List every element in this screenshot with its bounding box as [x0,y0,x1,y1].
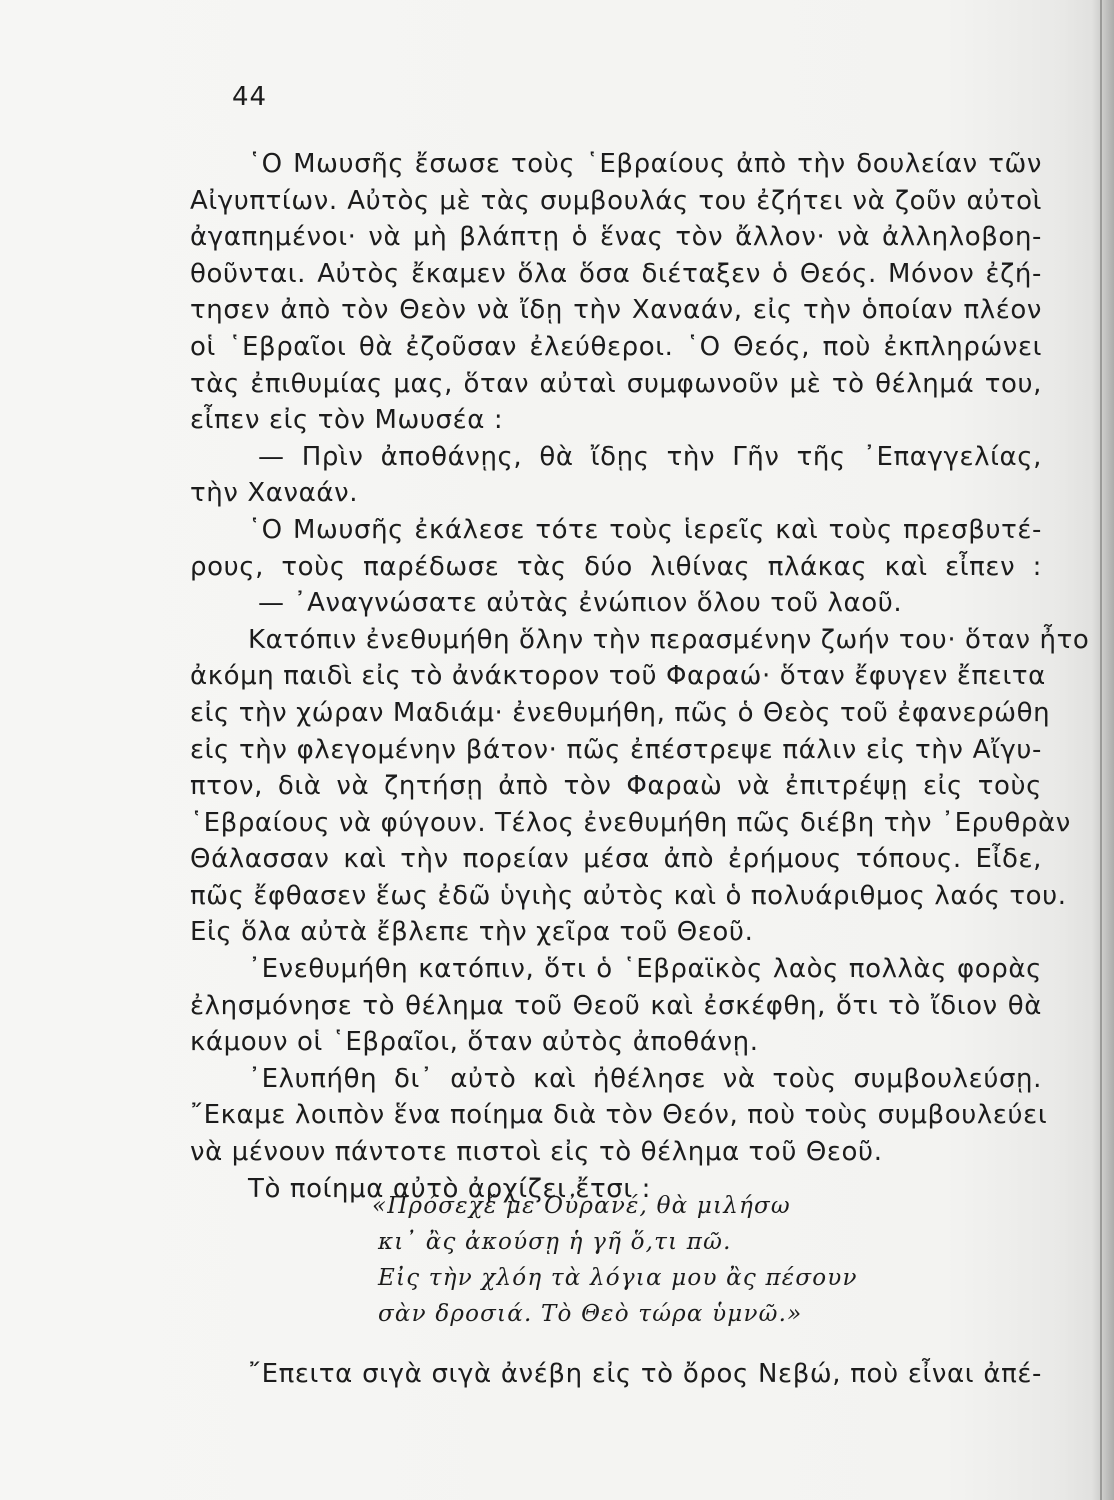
text-line: ἀκόμη παιδὶ εἰς τὸ ἀνάκτορον τοῦ Φαραώ· ὅταν ἔφυγεν ἔπειτα [190,661,1046,692]
poem-block [372,1188,892,1332]
text-line: νὰ μένουν πάντοτε πιστοὶ εἰς τὸ θέλημα τοῦ Θεοῦ. [190,1137,883,1168]
poem-line: «Πρόσεχέ με Οὐρανέ, θὰ μιλήσω [372,1193,791,1219]
text-line: τὴν Χαναάν. [190,478,359,509]
text-line: Εἰς ὅλα αὐτὰ ἔβλεπε τὴν χεῖρα τοῦ Θεοῦ. [190,917,754,948]
text-line: κάμουν οἱ ῾Εβραῖοι, ὅταν αὐτὸς ἀποθάνῃ. [190,1027,759,1058]
text-line: Τὸ ποίημα αὐτὸ ἀρχίζει ἔτσι : [248,1173,651,1204]
text-line: τησεν ἀπὸ τὸν Θεὸν νὰ ἴδῃ τὴν Χαναάν, εἰς τὴν ὁποίαν πλέον [190,295,1042,326]
text-line: πῶς ἔφθασεν ἕως ἐδῶ ὑγιὴς αὐτὸς καὶ ὁ πολυάριθμος λαός του. [190,880,1067,911]
text-line: εἶπεν εἰς τὸν Μωυσέα : [190,405,504,436]
text-line: ῎Επειτα σιγὰ σιγὰ ἀνέβη εἰς τὸ ὄρος Νεβώ, ποὺ εἶναι ἀπέ- [248,1359,1042,1389]
text-line: ἀγαπημένοι· νὰ μὴ βλάπτῃ ὁ ἕνας τὸν ἄλλον· νὰ ἀλληλοβοη- [190,222,1042,253]
text-line: ῾Εβραίους νὰ φύγουν. Τέλος ἐνεθυμήθη πῶς διέβη τὴν ᾽Ερυθρὰν [190,807,1071,838]
text-line: — Πρὶν ἀποθάνῃς, θὰ ἴδῃς τὴν Γῆν τῆς ᾽Επαγγελίας, [258,441,1042,472]
page-edge-line [1100,0,1102,1500]
page-edge-shadow [1092,0,1114,1500]
text-line: ᾽Ενεθυμήθη κατόπιν, ὅτι ὁ ῾Εβραϊκὸς λαὸς πολλὰς φορὰς [248,954,1042,985]
text-line: Κατόπιν ἐνεθυμήθη ὅλην τὴν περασμένην ζωήν του· ὅταν ἦτο [248,624,1090,655]
text-line: ῾Ο Μωυσῆς ἔσωσε τοὺς ῾Εβραίους ἀπὸ τὴν δουλείαν τῶν [248,149,1042,179]
body-text [190,146,1090,1207]
text-line: — ᾽Αναγνώσατε αὐτὰς ἐνώπιον ὅλου τοῦ λαοῦ. [258,588,903,619]
poem-line: Εἰς τὴν χλόη τὰ λόγια μου ἂς πέσουν [378,1265,858,1291]
text-line: ρους, τοὺς παρέδωσε τὰς δύο λιθίνας πλάκας καὶ εἶπεν : [190,551,1042,582]
poem-line: σὰν δροσιά. Τὸ Θεὸ τώρα ὑμνῶ.» [378,1301,803,1327]
text-line: εἰς τὴν χώραν Μαδιάμ· ἐνεθυμήθη, πῶς ὁ Θεὸς τοῦ ἐφανερώθη [190,697,1051,728]
final-text [190,1356,1042,1393]
text-line: ἐλησμόνησε τὸ θέλημα τοῦ Θεοῦ καὶ ἐσκέφθη, ὅτι τὸ ἴδιον θὰ [190,990,1042,1021]
page-number: 44 [232,82,268,112]
text-line: πτον, διὰ νὰ ζητήσῃ ἀπὸ τὸν Φαραὼ νὰ ἐπιτρέψῃ εἰς τοὺς [190,771,1042,802]
text-line: ᾽Ελυπήθη δι᾽ αὐτὸ καὶ ἠθέλησε νὰ τοὺς συμβουλεύσῃ. [248,1063,1042,1094]
text-line: οἱ ῾Εβραῖοι θὰ ἐζοῦσαν ἐλεύθεροι. ῾Ο Θεός, ποὺ ἐκπληρώνει [190,331,1042,362]
text-line: Θάλασσαν καὶ τὴν πορείαν μέσα ἀπὸ ἐρήμους τόπους. Εἶδε, [190,844,1042,875]
text-line: εἰς τὴν φλεγομένην βάτον· πῶς ἐπέστρεψε πάλιν εἰς τὴν Αἴγυ- [190,734,1042,765]
text-line: θοῦνται. Αὐτὸς ἔκαμεν ὅλα ὅσα διέταξεν ὁ Θεός. Μόνον ἐζή- [190,258,1042,289]
text-line: Αἰγυπτίων. Αὐτὸς μὲ τὰς συμβουλάς του ἐζήτει νὰ ζοῦν αὐτοὶ [190,185,1042,216]
text-line: ῾Ο Μωυσῆς ἐκάλεσε τότε τοὺς ἱερεῖς καὶ τοὺς πρεσβυτέ- [248,514,1042,545]
poem-line: κι᾽ ἂς ἀκούσῃ ἡ γῆ ὅ,τι πῶ. [378,1229,732,1255]
text-line: τὰς ἐπιθυμίας μας, ὅταν αὐταὶ συμφωνοῦν μὲ τὸ θέλημά του, [190,368,1042,399]
text-line: ῎Εκαμε λοιπὸν ἕνα ποίημα διὰ τὸν Θεόν, ποὺ τοὺς συμβουλεύει [190,1100,1048,1131]
